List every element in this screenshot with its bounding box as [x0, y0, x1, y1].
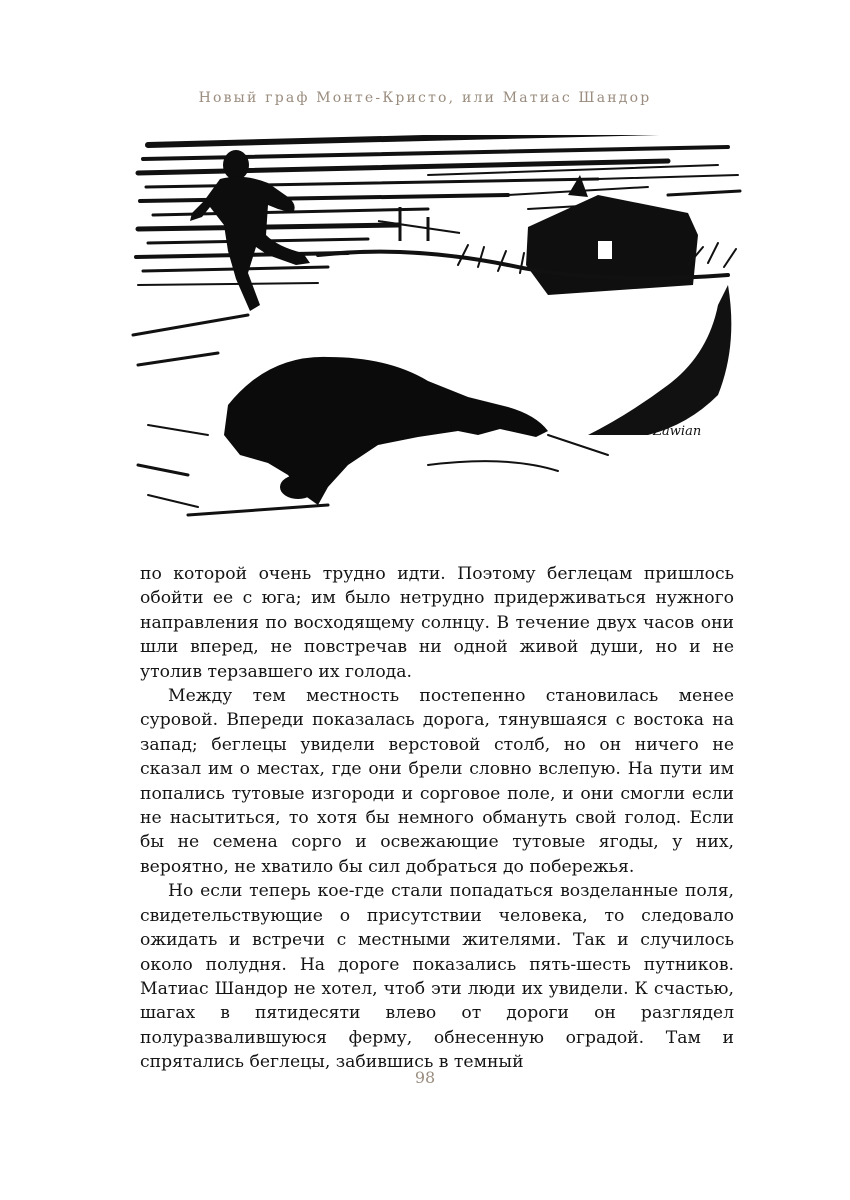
- body-text: [140, 562, 734, 1075]
- artist-signature: Zawian: [653, 424, 702, 439]
- running-head: Новый граф Монте-Кристо, или Матиас Шандор: [198, 90, 652, 106]
- paragraph: Между тем местность постепенно становилась менее суровой. Впереди показалась дорога, тянувшаяся с востока на запад; беглецы увидели верстовой столб, но он ничего не сказал им о местах, где они брели словно вслепую. На пути им попались тутовые изгороди и сорговое поле, и они смогли если не насытиться, то хотя бы немного обмануть свой голод. Если бы не семена сорго и освежающие тутовые ягоды, у них, вероятно, не хватило бы сил добраться до побережья.: [140, 686, 734, 877]
- paragraph: по которой очень трудно идти. Поэтому беглецам пришлось обойти ее с юга; им было нетрудно придерживаться нужного направления по восходящему солнцу. В течение двух часов они шли вперед, не повстречав ни одной живой души, но и не утолив терзавшего их голода.: [140, 564, 734, 682]
- running-man: [190, 150, 310, 311]
- illustration-fugitives: [128, 135, 746, 535]
- paragraph: Но если теперь кое-где стали попадаться возделанные поля, свидетельствующие о присутствии человека, то следовало ожидать и встречи с местными жителями. Так и случилось около полудня. На дороге показались пять-шесть путников. Матиас Шандор не хотел, чтоб эти люди их увидели. К счастью, шагах в пятидесяти влево от дороги он разглядел полуразвалившуюся ферму, обнесенную оградой. Там и спрятались беглецы, забившись в темный: [140, 881, 734, 1073]
- page-number: 98: [414, 1068, 436, 1087]
- right-hillside: [588, 285, 731, 435]
- fallen-man: [224, 357, 548, 505]
